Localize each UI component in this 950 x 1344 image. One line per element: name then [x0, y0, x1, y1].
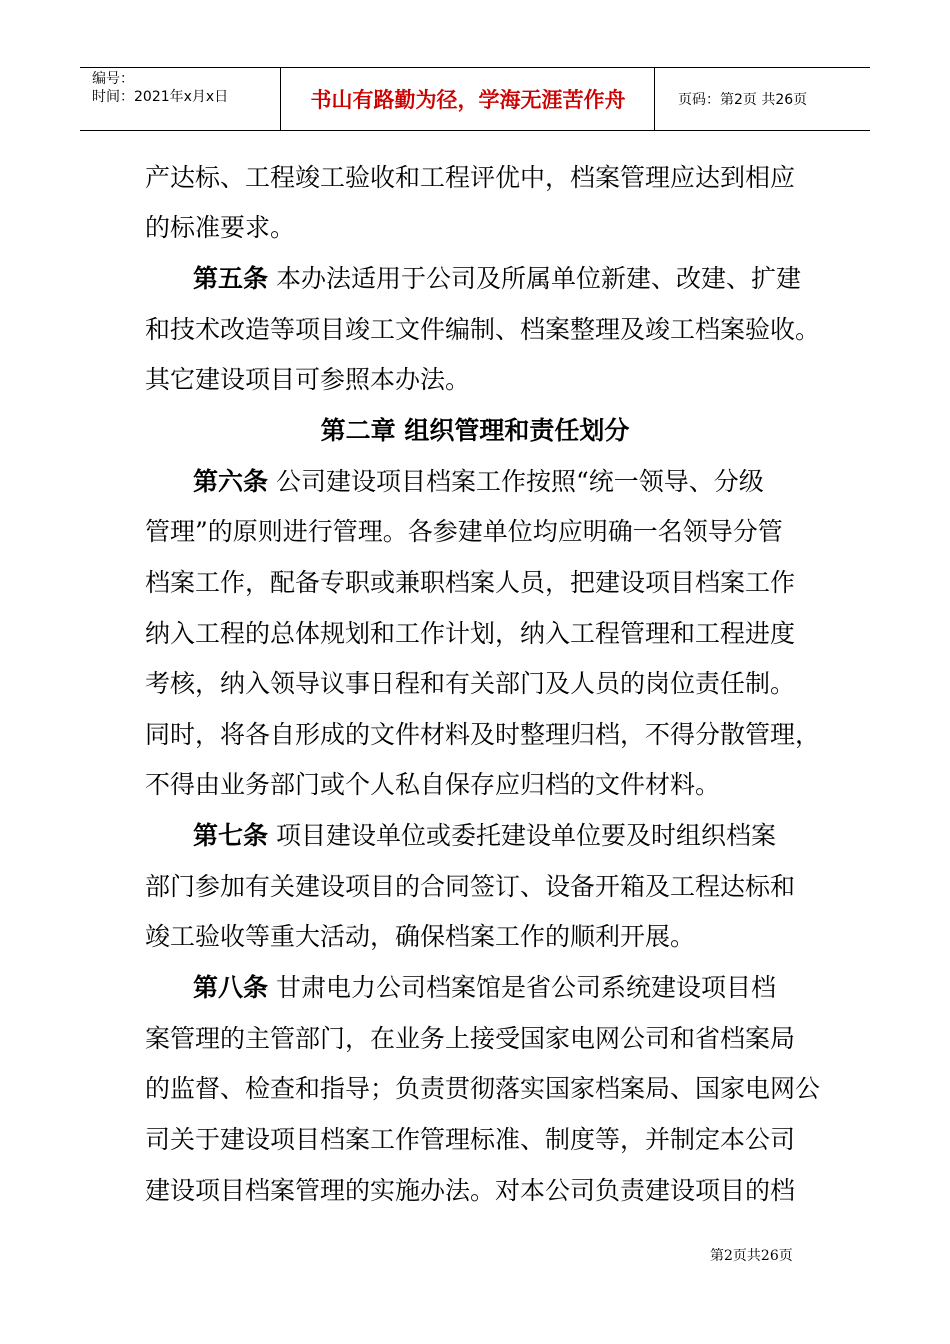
- body-line: 产达标、工程竣工验收和工程评优中，档案管理应达到相应: [145, 163, 796, 192]
- header-motto: 书山有路勤为径，学海无涯苦作舟: [310, 88, 626, 112]
- article-5-line: [193, 264, 873, 294]
- article-7-title: 第七条: [193, 821, 269, 850]
- body-line: 部门参加有关建设项目的合同签订、设备开箱及工程达标和: [145, 872, 796, 901]
- body-line: 司关于建设项目档案工作管理标准、制度等，并制定本公司: [145, 1125, 796, 1154]
- body-line: 其它建设项目可参照本办法。: [145, 365, 471, 394]
- article-8-title: 第八条: [193, 973, 269, 1002]
- article-6-title: 第六条: [193, 467, 269, 496]
- body-line: 和技术改造等项目竣工文件编制、档案整理及竣工档案验收。: [145, 315, 821, 344]
- serial-label: 编号：: [92, 71, 134, 87]
- article-6-text: 公司建设项目档案工作按照“统一领导、分级: [275, 467, 764, 496]
- page-info-text: 页码：第2页 共26页: [678, 92, 808, 108]
- header-divider: [654, 68, 655, 130]
- header-divider: [280, 68, 281, 130]
- article-5-title: 第五条: [193, 264, 269, 293]
- page-header: [80, 67, 870, 131]
- body-line: 管理”的原则进行管理。各参建单位均应明确一名领导分管: [145, 517, 783, 546]
- article-8-line: [193, 973, 873, 1003]
- chapter-heading: 第二章 组织管理和责任划分: [320, 416, 630, 445]
- header-meta: [80, 68, 280, 130]
- body-line: 考核，纳入领导议事日程和有关部门及人员的岗位责任制。: [145, 669, 796, 698]
- body-line: 纳入工程的总体规划和工作计划，纳入工程管理和工程进度: [145, 619, 796, 648]
- body-line: 档案工作，配备专职或兼职档案人员，把建设项目档案工作: [145, 568, 796, 597]
- header-page-info: [666, 68, 866, 130]
- page-footer: 第2页共26页: [710, 1248, 793, 1264]
- body-line: 建设项目档案管理的实施办法。对本公司负责建设项目的档: [145, 1176, 796, 1205]
- body-line: 不得由业务部门或个人私自保存应归档的文件材料。: [145, 770, 721, 799]
- body-line: 的监督、检查和指导；负责贯彻落实国家档案局、国家电网公: [145, 1074, 821, 1103]
- article-5-text: 本办法适用于公司及所属单位新建、改建、扩建: [275, 264, 801, 293]
- article-7-line: [193, 821, 873, 851]
- body-line: 同时，将各自形成的文件材料及时整理归档，不得分散管理，: [145, 720, 821, 749]
- article-8-text: 甘肃电力公司档案馆是省公司系统建设项目档: [275, 973, 776, 1002]
- body-line: 的标准要求。: [145, 213, 296, 242]
- article-6-line: [193, 467, 873, 497]
- article-7-text: 项目建设单位或委托建设单位要及时组织档案: [275, 821, 776, 850]
- body-line: 案管理的主管部门，在业务上接受国家电网公司和省档案局: [145, 1024, 796, 1053]
- body-line: 竣工验收等重大活动，确保档案工作的顺利开展。: [145, 922, 696, 951]
- date-label: 时间：2021年x月x日: [92, 89, 229, 105]
